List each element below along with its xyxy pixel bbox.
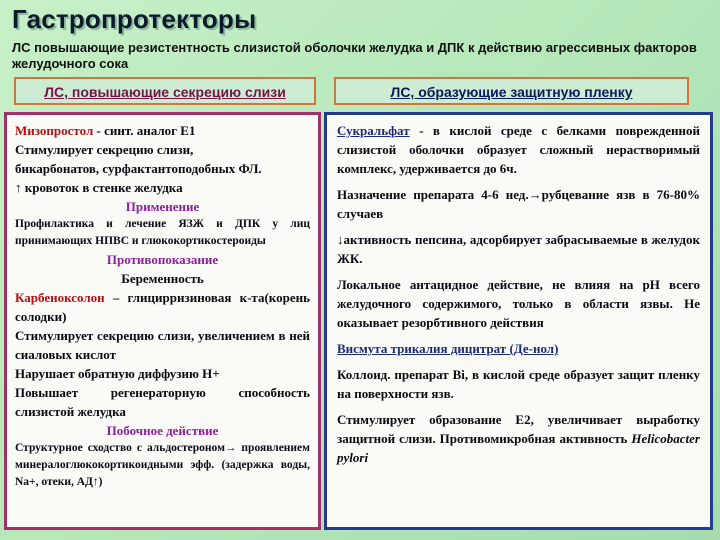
misoprostol-effect-1: Стимулирует секрецию слизи,: [15, 142, 194, 157]
bismuth-name: Висмута трикалия дицитрат (Де-нол): [337, 341, 559, 356]
misoprostol-line: [15, 121, 310, 140]
page-title: Гастропротекторы: [12, 4, 257, 34]
carbenoxolone-effect-2: Нарушает обратную диффузию Н+: [15, 366, 220, 381]
sucralfate-para: [337, 121, 700, 178]
misoprostol-effect-3: ↑ кровоток в стенке желудка: [15, 180, 183, 195]
side-effect-heading: Побочное действие: [106, 423, 219, 438]
header-mucus-secretion: ЛС, повышающие секрецию слизи: [14, 77, 316, 105]
sucralfate-name: Сукральфат: [337, 123, 410, 138]
contra-heading: Противопоказание: [106, 252, 219, 267]
use-text: Профилактика и лечение ЯЗЖ и ДПК у лиц принимающих НПВС и глюкокортикостероиды: [15, 218, 310, 247]
sucralfate-course: Назначение препарата 4-6 нед.→рубцевание язв в 76-80% случаев: [337, 187, 700, 221]
helicobacter-name: Helicobacter pylori: [337, 431, 700, 465]
page-subtitle: ЛС повышающие резистентность слизистой оболочки желудка и ДПК к действию агрессивных факторов желудочного сока: [12, 40, 697, 71]
misoprostol-effect-2: бикарбонатов, сурфактантоподобных ФЛ.: [15, 161, 262, 176]
panel-protective-film: [324, 112, 713, 530]
contra-text: Беременность: [121, 271, 204, 286]
sucralfate-desc: - в кислой среде с белками поврежденной слизистой оболочки образует сложный нерастворимый комплекс, удерживается до 6ч.: [337, 123, 700, 176]
sucralfate-pepsin: ↓активность пепсина, адсорбирует забрасываемые в желудок ЖК.: [337, 232, 700, 266]
header-protective-film: ЛС, образующие защитную пленку: [334, 77, 689, 105]
carbenoxolone-effect-1: Стимулирует секрецию слизи, увеличением в ней сиаловых кислот: [15, 328, 310, 362]
use-heading: Применение: [125, 199, 200, 214]
carbenoxolone-effect-3: Повышает регенераторную способность слизистой желудка: [15, 385, 310, 419]
sucralfate-antacid: Локальное антацидное действие, не влияя на рН всего желудочного содержимого, только в области язвы. Не оказывает резорбтивного действия: [337, 277, 700, 330]
side-effect-text: Структурное сходство с альдостероном→ проявлением минералоглюкокортикоидными эфф. (задержка воды, Na+, отеки, АД↑): [15, 442, 310, 488]
carbenoxolone-line: [15, 288, 310, 326]
carbenoxolone-desc: – глицирризиновая к-та(корень солодки): [15, 290, 310, 324]
bismuth-effects-text: Стимулирует образование Е2, увеличивает выработку защитной слизи. Противомикробная активность: [337, 412, 700, 446]
bismuth-colloid: Коллоид. препарат Bi, в кислой среде образует защит пленку на поверхности язв.: [337, 367, 700, 401]
panel-mucus-secretion: [4, 112, 321, 530]
misoprostol-name: Мизопростол: [15, 123, 94, 138]
carbenoxolone-name: Карбеноксолон: [15, 290, 105, 305]
misoprostol-desc: - синт. аналог Е1: [93, 123, 196, 138]
bismuth-effects: [337, 410, 700, 467]
